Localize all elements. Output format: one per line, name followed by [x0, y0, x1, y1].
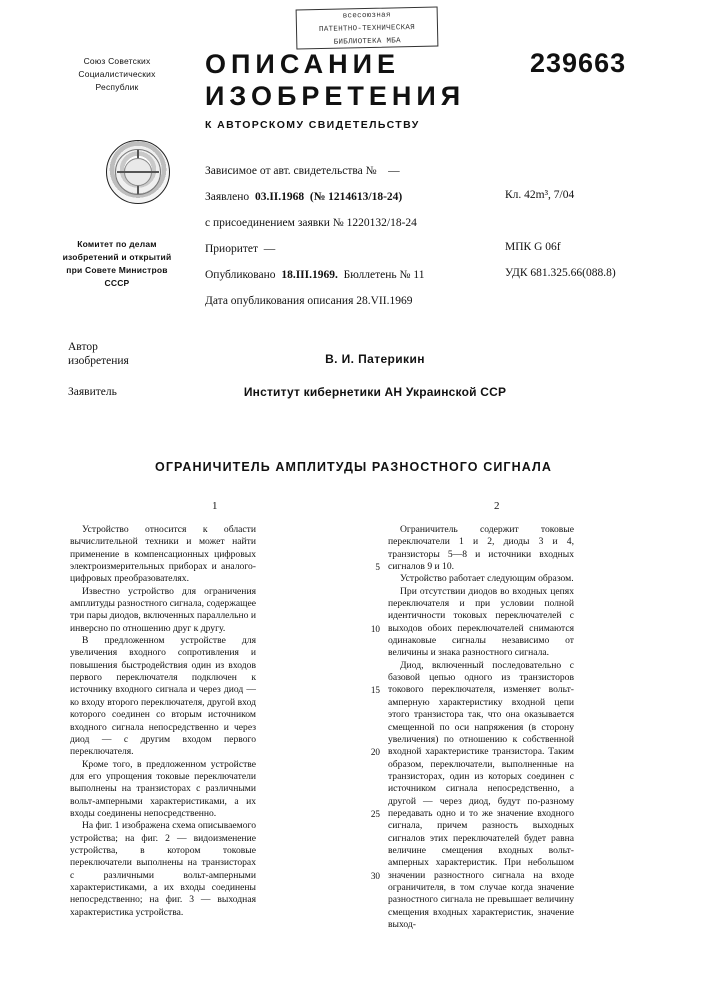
mpk-code: МПК G 06f: [505, 241, 561, 253]
state-name-line-3: Республик: [95, 82, 139, 92]
line-number-spacer: [366, 820, 380, 832]
author-name: В. И. Патерикин: [325, 352, 425, 366]
line-number-spacer: [366, 857, 380, 869]
page-subtitle: К АВТОРСКОМУ СВИДЕТЕЛЬСТВУ: [205, 119, 420, 131]
declared-label: Заявлено: [205, 191, 250, 203]
state-name-line-2: Социалистических: [78, 69, 156, 79]
line-number: 25: [370, 808, 380, 819]
line-number-spacer: [366, 573, 380, 585]
line-number-spacer: [366, 783, 380, 795]
author-label-line-2: изобретения: [68, 355, 129, 367]
line-number-spacer: [366, 647, 380, 659]
committee-line-4: СССР: [104, 278, 130, 288]
paragraph: Диод, включенный последовательно с базовой цепью одного из транзисторов токового переключателя, изменяет вольт-амперную характеристику входной цепи этого транзистора так, что она оказывается смещенной по оси напряжения (в сторону увеличения) по отношению к собственной входной характеристике транзистора. Таким образом, переключатели, выполненные на транзисторах, один из которых соединен с источником сигнала непосредственно, а другой — через диод, будут по-разному передавать одно и то же значение входного сигнала, причем разность выходных сигналов этих переключателей будет равна величине смещения входных вольт-амперных характеристик. При небольшом значении разностного сигнала на входе ограничителя, в том случае когда значение разностного сигнала не превышает величину смещения входных характеристик, значение выход-: [388, 659, 574, 930]
line-number: 5: [375, 562, 380, 573]
line-number-spacer: [366, 586, 380, 598]
published-label: Опубликовано: [205, 269, 276, 281]
paragraph: Устройство относится к области вычислительной техники и может найти применение в компенсационных цифровых электроизмерительных приборах и аналого-цифровых преобразователях.: [70, 524, 256, 585]
body-column-left: [70, 524, 256, 919]
emblem-ring-inner: [124, 158, 152, 186]
committee-name: [42, 238, 192, 290]
paragraph: Известно устройство для ограничения амплитуды разностного сигнала, содержащее три пары диодов, включенных параллельно и инверсно по отношению друг к другу.: [70, 585, 256, 634]
page-title: ОПИСАНИЕ: [205, 49, 401, 79]
dependent-certificate-value: —: [388, 165, 400, 177]
priority-row: [205, 236, 505, 262]
line-number-spacer: [366, 709, 380, 721]
paragraph: Устройство работает следующим образом.: [400, 573, 574, 585]
line-number-spacer: [366, 697, 380, 709]
line-number-spacer: [366, 536, 380, 548]
line-number-spacer: [366, 771, 380, 783]
line-number-spacer: [366, 524, 380, 536]
committee-line-3: при Совете Министров: [66, 265, 168, 275]
line-number: 30: [370, 870, 380, 881]
paragraph: Кроме того, в предложенном устройстве для его упрощения токовые переключатели выполнены на транзисторах с различными вольт-амперными характеристиками, а их входы соединены непосредственно.: [70, 758, 256, 819]
emblem-ring-outer: [115, 149, 161, 195]
applicant-label: Заявитель: [68, 386, 117, 398]
invention-title: ОГРАНИЧИТЕЛЬ АМПЛИТУДЫ РАЗНОСТНОГО СИГНАЛА: [155, 460, 552, 474]
paragraph: При отсутствии диодов во входных цепях переключателя и при условии полной идентичности токовых переключателей с выходов обоих переключателей снимаются одинаковые сигналы независимо от величины и знака разностного сигнала.: [388, 585, 574, 659]
classification-block: [505, 182, 705, 286]
priority-label: Приоритет: [205, 243, 259, 255]
line-number-spacer: [366, 722, 380, 734]
line-number-spacer: [366, 598, 380, 610]
line-number-spacer: [366, 549, 380, 561]
state-name-line-1: Союз Советских: [83, 56, 151, 66]
line-number-spacer: [366, 833, 380, 845]
state-name: [42, 55, 192, 94]
author-label: [68, 340, 129, 368]
committee-line-2: изобретений и открытий: [62, 252, 172, 262]
line-number-spacer: [366, 734, 380, 746]
column-number-left: 1: [212, 500, 218, 512]
body-column-right: [388, 524, 574, 931]
paragraph: На фиг. 1 изображена схема описываемого устройства; на фиг. 2 — видоизменение устройства, в котором токовые переключатели выполнены на транзисторах с различными вольт-амперными характеристиками, а их входы соединены непосредственно; на фиг. 3 — выходная характеристика устройства.: [70, 820, 256, 918]
column-number-right: 2: [494, 500, 500, 512]
paragraph: В предложенном устройстве для увеличения входного сопротивления и повышения быстродействия один из входов первого переключателя подключен к источнику входного сигнала и через диод — ко входу второго переключателя, другой вход которого соединен со вторым источником входного сигнала непосредственно и через диод — с другим входом первого переключателя.: [70, 635, 256, 758]
line-number-spacer: [366, 759, 380, 771]
document-title-block: [205, 48, 535, 131]
stamp-line-3: БИБЛИОТЕКА МБА: [333, 37, 401, 47]
metadata-block: [205, 158, 505, 314]
paragraph: Ограничитель содержит токовые переключатели 1 и 2, диоды 3 и 4, транзисторы 5—8 и источники входных сигналов 9 и 10.: [388, 524, 574, 573]
bulletin-number: Бюллетень № 11: [343, 269, 425, 281]
dependent-certificate-row: [205, 158, 505, 184]
committee-line-1: Комитет по делам: [77, 239, 157, 249]
applicant-name: Институт кибернетики АН Украинской ССР: [243, 385, 507, 399]
udk-code: УДК 681.325.66(088.8): [505, 267, 616, 279]
soviet-emblem-icon: [106, 140, 170, 204]
declared-row: [205, 184, 505, 210]
line-number: 10: [370, 623, 380, 634]
declared-date: 03.II.1968: [254, 191, 305, 203]
stamp-line-1: всесоюзная: [342, 11, 391, 21]
priority-value: —: [263, 243, 276, 255]
declared-registration: (№ 1214613/18-24): [309, 191, 403, 203]
line-number-spacer: [366, 660, 380, 672]
line-number-spacer: [366, 610, 380, 622]
line-number: 15: [370, 685, 380, 696]
published-date: 18.III.1969.: [281, 269, 338, 281]
author-label-line-1: Автор: [68, 341, 98, 353]
page-title-2: ИЗОБРЕТЕНИЯ: [205, 81, 466, 111]
description-publication-date: Дата опубликования описания 28.VII.1969: [205, 295, 413, 307]
line-number-gutter: [366, 524, 380, 882]
line-number-spacer: [366, 635, 380, 647]
class-code: Кл. 42m³, 7/04: [505, 189, 575, 201]
line-number: 20: [370, 747, 380, 758]
line-number-spacer: [366, 845, 380, 857]
addition-row: с присоединением заявки № 1220132/18-24: [205, 217, 417, 229]
line-number-spacer: [366, 672, 380, 684]
library-stamp: [296, 7, 439, 50]
dependent-certificate-label: Зависимое от авт. свидетельства №: [205, 165, 377, 177]
line-number-spacer: [366, 796, 380, 808]
stamp-line-2: ПАТЕНТНО-ТЕХНИЧЕСКАЯ: [318, 23, 416, 35]
published-row: [205, 262, 505, 288]
patent-number: 239663: [530, 48, 627, 78]
